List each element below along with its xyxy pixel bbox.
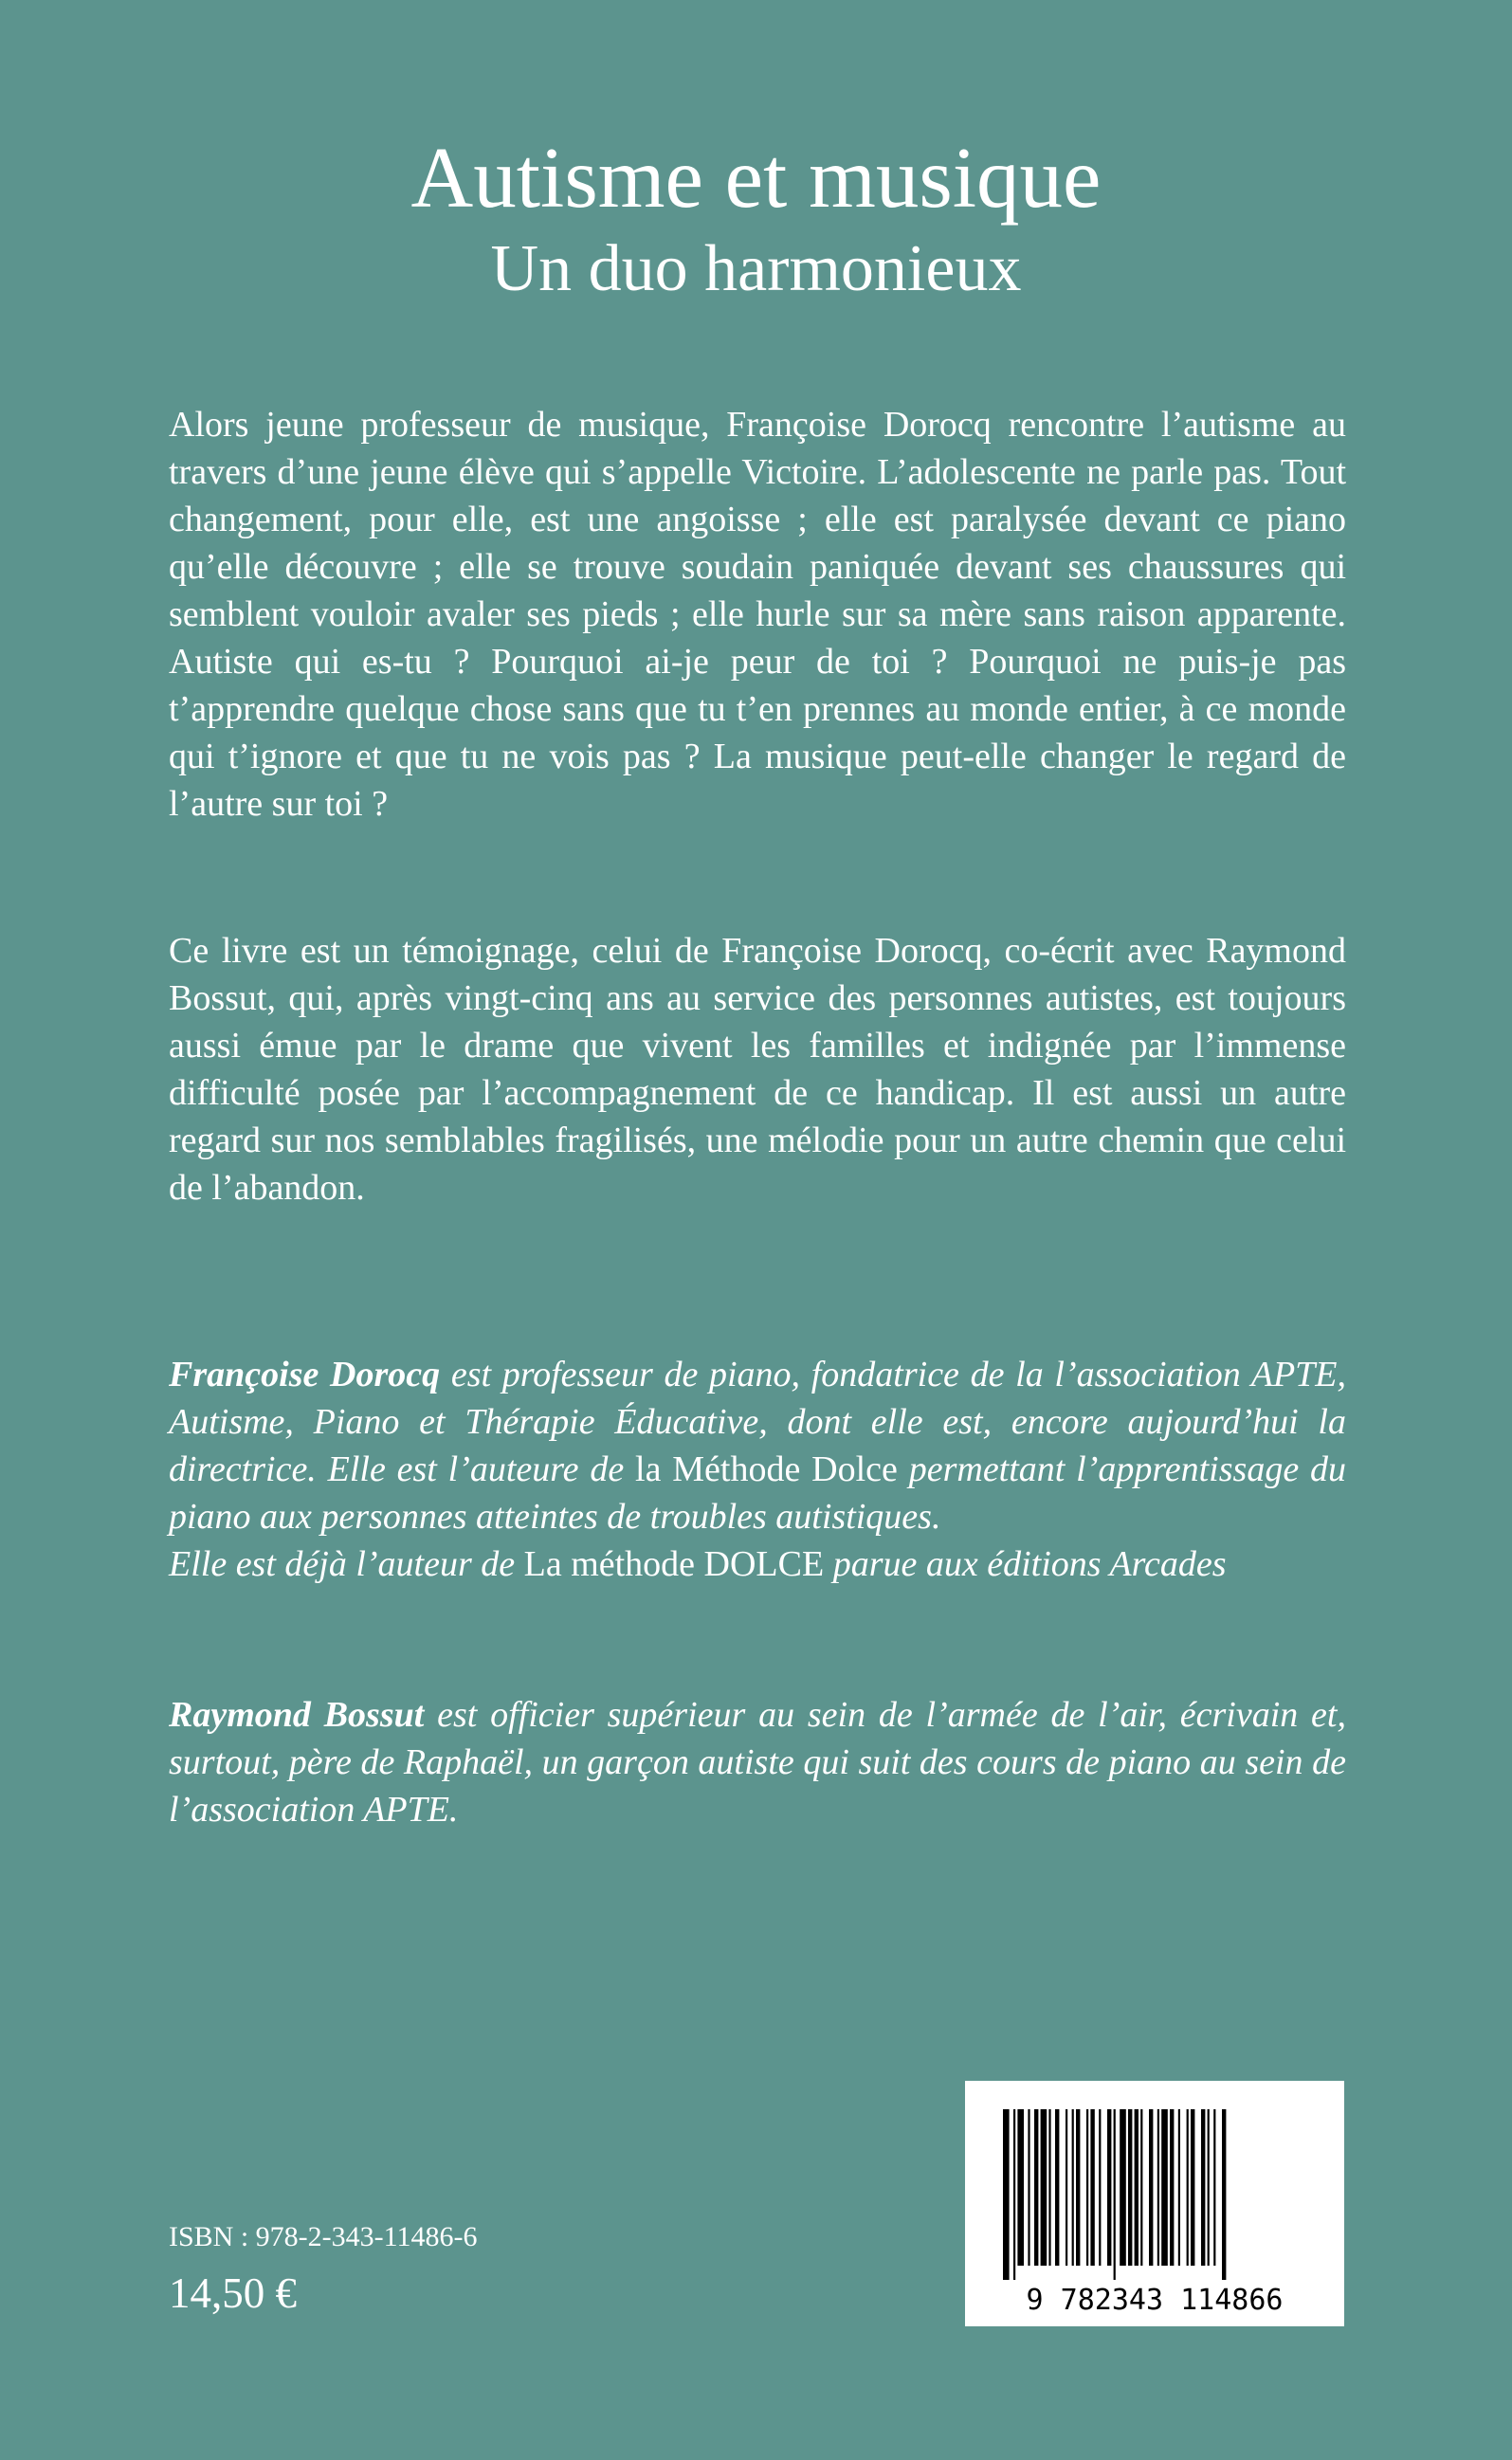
author-bio-text: est professeur de piano, fondatrice de la l’association APTE, Autisme, Piano et Thérapie Éducative, dont elle est, encore aujourd’hui la directrice. Elle est l’auteure de [169,1355,1346,1489]
barcode-bar [1213,2109,1215,2266]
barcode-bar [1161,2109,1168,2266]
price-label: 14,50 € [169,2269,297,2317]
book-title: Autisme et musique [410,130,1102,226]
barcode-bar [1114,2109,1116,2280]
barcode-bar [1066,2109,1067,2266]
barcode-bar [1028,2109,1029,2266]
barcode-bar [1017,2109,1024,2266]
synopsis-paragraph-2: Ce livre est un témoignage, celui de Françoise Dorocq, co-écrit avec Raymond Bossut, qui, après vingt-cinq ans au service des personnes autistes, est toujours aussi émue par le drame que vivent les familles et indignée par l’immense difficulté posée par l’accompagnement de ce handicap. Il est aussi un autre regard sur nos semblables fragilisés, une mélodie pour un autre chemin que celui de l’abandon. [169,931,1346,1208]
book-reference: La méthode DOLCE [523,1544,825,1584]
synopsis-paragraph-1: Alors jeune professeur de musique, Françoise Dorocq rencontre l’autisme au travers d’une jeune élève qui s’appelle Victoire. L’adolescente ne parle pas. Tout changement, pour elle, est une angoisse ; elle est paralysée devant ce piano qu’elle découvre ; elle se trouve soudain paniquée devant ses chaussures qui semblent vouloir avaler ses pieds ; elle hurle sur sa mère sans raison apparente. Autiste qui es-tu ? Pourquoi ai-je peur de toi ? Pourquoi ne puis-je pas t’apprendre quelque chose sans que tu t’en prennes au monde entier, à ce monde qui t’ignore et que tu ne vois pas ? La musique peut-elle changer le regard de l’autre sur toi ? [169,405,1346,824]
barcode-bar [1048,2109,1050,2266]
barcode-bar [1072,2109,1074,2266]
book-subtitle: Un duo harmonieux [490,232,1022,305]
barcode-bar [1208,2109,1210,2266]
barcode-bar [1140,2109,1142,2266]
barcode-bar [1201,2109,1205,2266]
barcode-bar [1041,2109,1047,2266]
barcode-bar [1149,2109,1153,2266]
barcode-bar [1090,2109,1094,2266]
barcode-bar [1187,2109,1189,2266]
barcode-bar [1135,2109,1139,2266]
author-bio-text: Elle est déjà l’auteur de [169,1544,524,1584]
barcode-digits: 9 782343 114866 [1026,2284,1284,2317]
barcode [965,2081,1344,2326]
barcode-bar [1003,2109,1010,2280]
barcode-bar [1170,2109,1174,2266]
barcode-bar [1191,2109,1194,2266]
barcode-graphic [965,2081,1344,2326]
barcode-bar [1157,2109,1159,2266]
barcode-bar [1076,2109,1080,2266]
barcode-bar [1055,2109,1059,2266]
author-bio-bossut [169,1691,1346,1833]
barcode-bar [1128,2109,1132,2266]
author-bio-text: parue aux éditions Arcades [824,1544,1227,1584]
author-name: Françoise Dorocq [169,1355,441,1394]
barcode-bar [1013,2109,1015,2280]
author-bio-text: est officier supérieur au sein de l’armée de l’air, écrivain et, surtout, père de Raphaël, un garçon autiste qui suit des cours de piano au sein de l’association APTE. [169,1695,1346,1830]
author-name: Raymond Bossut [169,1695,425,1735]
barcode-bar [1086,2109,1088,2266]
barcode-bar [1034,2109,1038,2266]
book-reference: la Méthode Dolce [635,1449,898,1489]
author-bio-dorocq [169,1351,1346,1588]
barcode-bar [1107,2109,1111,2266]
barcode-bar [1120,2109,1126,2266]
barcode-bar [1178,2109,1180,2266]
barcode-bar [1222,2109,1226,2280]
barcode-bar [1099,2109,1101,2266]
author-bio-text: permettant l’apprentissage du piano aux personnes atteintes de troubles autistiques. [169,1449,1346,1537]
isbn-label: ISBN : 978-2-343-11486-6 [169,2221,478,2252]
